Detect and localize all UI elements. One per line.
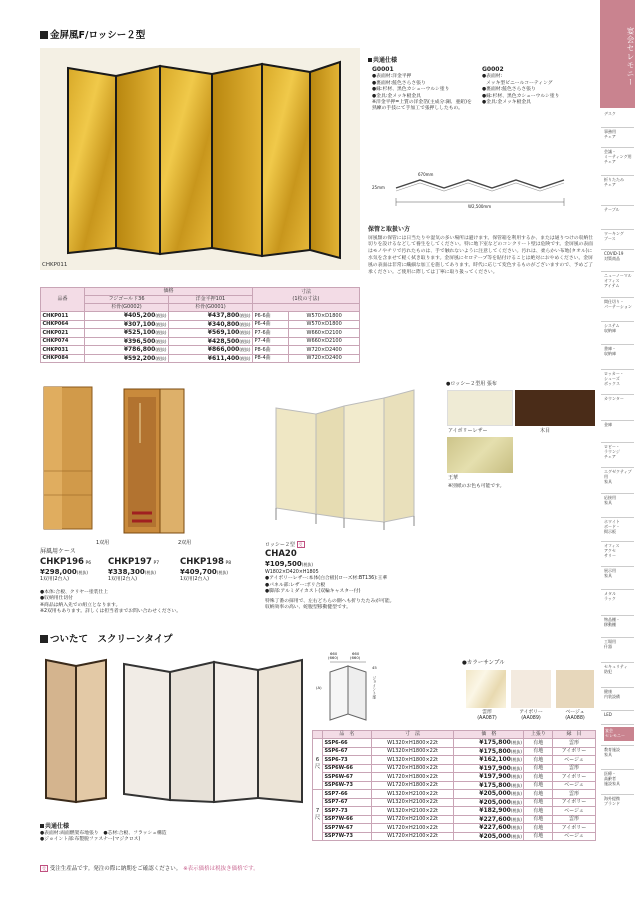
sidebar-item[interactable]: ニューノーマル オフィス アイテム bbox=[604, 273, 632, 288]
sidebar-divider bbox=[601, 344, 634, 345]
sidebar-item[interactable]: 応接用 家具 bbox=[604, 495, 616, 505]
sidebar-item[interactable]: 工場用 什器 bbox=[604, 639, 616, 649]
common-spec: 共通仕様 bbox=[368, 57, 593, 65]
dim-a: (A) bbox=[316, 685, 322, 690]
color-swatch-kumo bbox=[466, 670, 506, 708]
sidebar-item[interactable]: 海外提携 ブランド bbox=[604, 796, 620, 806]
table-row: SSP6-67 W1320×H1800×22t ¥175,800(税抜) 有地 アイボリー bbox=[313, 747, 596, 756]
sidebar-divider bbox=[601, 637, 634, 638]
swatch-note: ※別紙のお色も可能です。 bbox=[448, 484, 505, 489]
lossy-spec: W1802×D420×H1805 ●アイボリーレザー:本体(白合板)(ローズ材:BT136):王華 ●パネル部:レザー:ポリ合板 ●脚部:アルミダイカスト(双輪キャスター付) 特殊丁番の採用で、左右どちらの側へも折りたたみが可能。 収納効率の高い、蛇腹型移動健型です。 bbox=[265, 570, 395, 611]
table-row: SSP6W-67 W1720×H1800×22t ¥197,900(税抜) 有地 アイボリー bbox=[313, 773, 596, 782]
table-row: CHKP074 ¥396,500(税抜) ¥428,500(税抜) P7-4曲 W660×D2100 bbox=[41, 337, 360, 346]
table-row: SSP6W-73 W1720×H1800×22t ¥175,800(税抜) 有地 ベージュ bbox=[313, 781, 596, 790]
color-swatch-beige bbox=[556, 670, 594, 708]
sidebar-divider bbox=[601, 615, 634, 616]
sidebar-item[interactable]: 折りたたみ チェア bbox=[604, 177, 624, 187]
table-row: CHKP084 ¥592,200(税抜) ¥611,400(税抜) P8-4曲 W720×D2400 bbox=[41, 354, 360, 363]
th-size: 寸法 (1枚の寸法) bbox=[252, 288, 359, 304]
footer-note: 受 受注生産品です。発注の際に納期をご確認ください。 ※表示価格は税抜き価格です。 bbox=[42, 866, 259, 872]
table-row: SSP7W-66 W1720×H2100×22t ¥227,600(税抜) 有地 雲形 bbox=[313, 815, 596, 824]
sidebar-divider bbox=[601, 229, 634, 230]
sidebar-item[interactable]: COVID-19 対策商品 bbox=[604, 251, 624, 261]
swatch-wood bbox=[515, 390, 595, 426]
swatch-ivory bbox=[447, 390, 513, 426]
lossy-screen-image bbox=[264, 380, 424, 530]
sidebar-divider bbox=[601, 687, 634, 688]
dim-joint: ジョイント部 bbox=[372, 676, 378, 699]
sidebar-item[interactable]: セキュリティ 防犯 bbox=[604, 664, 628, 674]
sidebar-divider bbox=[601, 369, 634, 370]
total-width-label: W2,500mm bbox=[468, 204, 492, 209]
sidebar-item[interactable]: 事務用 チェア bbox=[604, 129, 616, 139]
th-yokin-sub: 杉骨(G0001) bbox=[168, 304, 252, 312]
sidebar-divider bbox=[601, 769, 634, 770]
screen-image-2 bbox=[118, 652, 308, 812]
table-row: SSP7-73 W1320×H2100×22t ¥182,900(税抜) 有地 ベージュ bbox=[313, 807, 596, 816]
table-row: SSP7-67 W1320×H2100×22t ¥205,000(税抜) 有地 アイボリー bbox=[313, 798, 596, 807]
table-row: SSP6-73 W1320×H1800×22t ¥162,100(税抜) 有地 ベージュ bbox=[313, 756, 596, 765]
sidebar-item[interactable]: 書庫・ 収納庫 bbox=[604, 346, 616, 356]
table-row: 6 尺 SSP6-66 W1320×H1800×22t ¥175,800(税抜) 有地 雲形 bbox=[313, 739, 596, 748]
dim-w2s: (660) bbox=[350, 655, 361, 660]
sidebar-item[interactable]: 会議・ ミーティング用 チェア bbox=[604, 149, 632, 164]
th-price: 価格 bbox=[85, 288, 253, 296]
sidebar-divider bbox=[601, 589, 634, 590]
swatch-ouka-label: 王華 bbox=[448, 475, 459, 481]
sidebar-item[interactable]: ロッカー・ シューズ ボックス bbox=[604, 371, 624, 386]
sidebar-item[interactable]: ワーキング ブース bbox=[604, 231, 624, 241]
dim-w1: 660 bbox=[330, 651, 338, 656]
swatch-ivory-label: アイボリーレザー bbox=[448, 428, 488, 434]
swatch-title: ●ロッシー２型用 張布 bbox=[446, 381, 497, 387]
sidebar-item[interactable]: 教育施設 家具 bbox=[604, 747, 620, 757]
lossy-name: ロッシー２型 受 bbox=[265, 542, 303, 548]
sidebar-item[interactable]: テーブル bbox=[604, 207, 620, 212]
th-name: 品 名 bbox=[323, 731, 372, 739]
case-label-1: 1双用 bbox=[96, 540, 110, 546]
screen-image-1 bbox=[40, 652, 112, 812]
dim-w2: 660 bbox=[352, 651, 360, 656]
color-sample-title: ●カラーサンプル bbox=[462, 660, 505, 666]
case-product-3: CHKP198 P8 ¥409,700(税抜) 1双用(2台入) bbox=[180, 557, 232, 583]
th-size2: 寸 法 bbox=[371, 731, 454, 739]
sidebar-item[interactable]: 間仕切り・ パーテーション bbox=[604, 299, 632, 309]
sidebar-item[interactable]: 物品棚・ 移動棚 bbox=[604, 617, 620, 627]
depth-label: 25mm bbox=[372, 185, 385, 190]
folding-screen-image bbox=[40, 48, 360, 270]
sidebar-divider bbox=[601, 662, 634, 663]
sidebar-item[interactable]: システム 収納庫 bbox=[604, 323, 620, 333]
th-price2: 価 格 bbox=[454, 731, 524, 739]
screen-price-table bbox=[312, 730, 596, 841]
dim-w1s: (660) bbox=[328, 655, 339, 660]
zigzag-diagram bbox=[368, 158, 593, 220]
sidebar-divider bbox=[601, 794, 634, 795]
sidebar-divider bbox=[601, 394, 634, 395]
sidebar-divider bbox=[601, 493, 634, 494]
sidebar-item[interactable]: 健康 内装設備 bbox=[604, 689, 620, 699]
th-code: 品番 bbox=[41, 288, 85, 312]
table-row: SSP7W-67 W1720×H2100×22t ¥227,600(税抜) 有地 アイボリー bbox=[313, 824, 596, 833]
section-title-screen: ついたて スクリーンタイプ bbox=[40, 634, 172, 646]
table-row: CHKP031 ¥786,800(税抜) ¥866,000(税抜) P8-6曲 W720×D2400 bbox=[41, 346, 360, 355]
image-label: CHKP011 bbox=[42, 262, 68, 268]
sidebar-item[interactable]: ホワイト ボード・ 掲示板 bbox=[604, 519, 620, 534]
sidebar-divider bbox=[601, 205, 634, 206]
swatch-wood-label: 木目 bbox=[540, 428, 551, 434]
sidebar-item[interactable]: ロビー・ ラウンジ チェア bbox=[604, 444, 620, 459]
folding-price-table bbox=[40, 287, 360, 363]
table-row: SSP6W-66 W1720×H1800×22t ¥197,900(税抜) 有地 雲形 bbox=[313, 764, 596, 773]
case-product-1: CHKP196 P6 ¥298,000(税抜) 1双用(2台入) bbox=[40, 557, 92, 583]
dim-depth: 45 bbox=[372, 665, 377, 670]
section-title-folding: 金屏風F/ロッシー２型 bbox=[40, 30, 145, 42]
sidebar-divider bbox=[601, 321, 634, 322]
screen-spec: 共通仕様 ●表面材:両面燃架布地張り ●芯材:合板、フラッシュ構造 ●ジョイント部:布製脱ファスナー(マジクロス) bbox=[40, 823, 167, 842]
th-color: 縁 目 bbox=[553, 731, 596, 739]
lossy-code: CHA20 bbox=[265, 549, 297, 559]
case-title: 屏風用ケース bbox=[40, 548, 76, 555]
table-row: CHKP064 ¥307,100(税抜) ¥340,800(税抜) P6-4曲 W570×D1800 bbox=[41, 320, 360, 329]
sidebar-item[interactable]: 宴会 セレモニー bbox=[604, 727, 634, 741]
case-label-2: 2双用 bbox=[178, 540, 192, 546]
sidebar-divider bbox=[601, 249, 634, 250]
case-product-2: CHKP197 P7 ¥338,300(税抜) 1双用(2台入) bbox=[108, 557, 160, 583]
sidebar-divider bbox=[601, 271, 634, 272]
g0002-spec: G0002 ●表面材: メッキ型ビニールコーティング ●裏面材:鮭色さらさ張り ●縁:杉材、黒色カシューウルシ塗り ●金具:金メッキ板金具 bbox=[482, 66, 560, 105]
sidebar-item[interactable]: LED bbox=[604, 712, 612, 717]
sidebar-item[interactable]: カウンター bbox=[604, 396, 624, 401]
th-yokin: 洋金平押101 bbox=[168, 296, 252, 304]
case-notes: ●本体:合板、クリヤー塗装仕上 ●収納用仕切付 ※商品は納入先での組立となります。 ※2双用もあります。詳しくは担当者までお問い合わせください。 bbox=[40, 590, 182, 615]
th-side: 上張り bbox=[524, 731, 553, 739]
panel-width-label: 670mm bbox=[418, 172, 434, 177]
sidebar-divider bbox=[601, 745, 634, 746]
sidebar-divider bbox=[601, 724, 634, 725]
sidebar-item[interactable]: メタル ラック bbox=[604, 591, 616, 601]
sidebar-item[interactable]: オフィス アクセ サリー bbox=[604, 543, 620, 558]
sidebar-item[interactable]: 医療・ 高齢者 施設家具 bbox=[604, 771, 620, 786]
sidebar-item[interactable]: デスク bbox=[604, 111, 616, 116]
sidebar-divider bbox=[601, 442, 634, 443]
sidebar-divider bbox=[601, 566, 634, 567]
care-section: 保管と取扱い方 屏風類の保管には日当たりや湿気の多い場所は避けます。保管箱を利用するか、または通りつけの収納仕切りを設けるなどして養生をしてください。特に地下室などのコンクリート壁は危険です。金屏風の表面はモノやチリで汚れたものは、手で触れないように注意してください。汚れは、柔らかい布地(タオル)に水気を含ませて軽く拭き取ります。金屏風にセロテープ等を貼付けることは絶対におやめください。金屏風の表面は非常に繊細な加工を施してあります。時代に応じて変色するものがございますので、予めご了承ください。ご使用に際しては丁寧に取り扱ってください。 bbox=[368, 226, 594, 276]
color-label-kumo: 雲形 (AA087) bbox=[477, 710, 497, 721]
sidebar-divider bbox=[601, 517, 634, 518]
table-row: 7 尺 SSP7-66 W1320×H2100×22t ¥205,000(税抜) 有地 雲形 bbox=[313, 790, 596, 799]
color-swatch-ivory bbox=[511, 670, 551, 708]
sidebar-item[interactable]: エグゼクティブ用 家具 bbox=[604, 469, 632, 484]
sidebar-divider bbox=[601, 147, 634, 148]
th-fuji: フジゴールド36 bbox=[85, 296, 169, 304]
case-image-2 bbox=[118, 383, 190, 538]
sidebar-divider bbox=[601, 541, 634, 542]
table-row: CHKP021 ¥525,100(税抜) ¥569,100(税抜) P7-6曲 W660×D2100 bbox=[41, 329, 360, 338]
sidebar-divider bbox=[601, 420, 634, 421]
g0001-spec: G0001 ●表面材:洋金平押 ●裏面材:鮭色さらさ張り ●縁:杉材、黒色カシューウルシ塗り ●金具:金メッキ板金具 ※洋金平押=上質の洋金箔(主成分:銅、亜鉛)を熟練の手技にて手加工で張押ししたもの。 bbox=[372, 66, 472, 112]
table-row: CHKP011 ¥405,200(税抜) ¥437,800(税抜) P6-6曲 W570×D1800 bbox=[41, 312, 360, 321]
sidebar-item[interactable]: 金庫 bbox=[604, 422, 612, 427]
color-label-ivory: アイボリー (AA089) bbox=[519, 710, 543, 721]
sidebar-category-title: 宴会セレモニー bbox=[600, 0, 635, 108]
swatch-ouka bbox=[447, 437, 513, 473]
sidebar-divider bbox=[601, 127, 634, 128]
lossy-price: ¥109,500(税抜) bbox=[265, 560, 313, 568]
sidebar-divider bbox=[601, 175, 634, 176]
th-fuji-sub: 杉骨(G0002) bbox=[85, 304, 169, 312]
sidebar-divider bbox=[601, 710, 634, 711]
color-label-beige: ベージュ (AA088) bbox=[565, 710, 585, 721]
case-image-1 bbox=[40, 383, 96, 533]
sidebar-item[interactable]: 展示用 家具 bbox=[604, 568, 616, 578]
table-row: SSP7W-73 W1720×H2100×22t ¥205,000(税抜) 有地 ベージュ bbox=[313, 832, 596, 841]
screen-dimension-diagram bbox=[312, 652, 402, 724]
sidebar-divider bbox=[601, 297, 634, 298]
sidebar-divider bbox=[601, 467, 634, 468]
